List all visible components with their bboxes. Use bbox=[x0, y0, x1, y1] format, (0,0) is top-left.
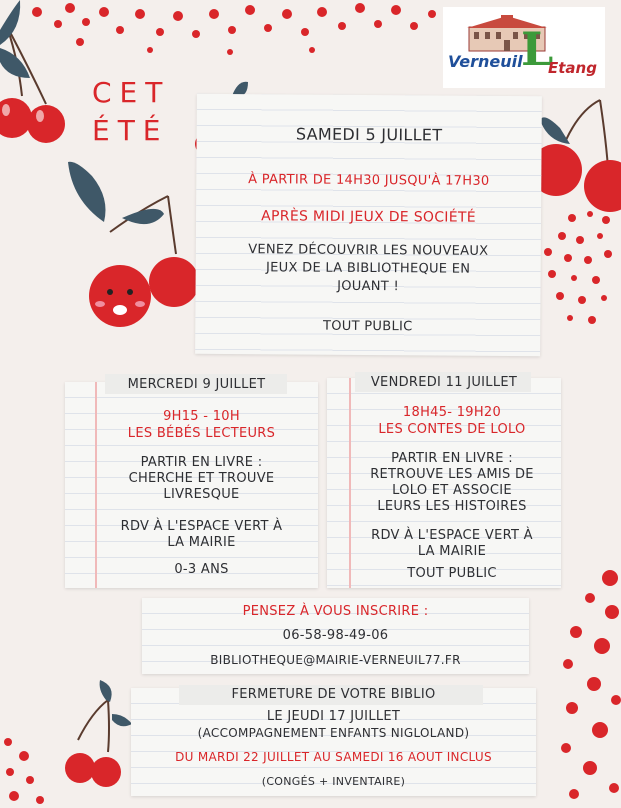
saturday-audience: TOUT PUBLIC bbox=[322, 318, 413, 335]
saturday-event-card bbox=[195, 94, 542, 356]
friday-place-line-1: RDV À L'ESPACE VERT À bbox=[371, 528, 533, 543]
headline-line-2: ÉTÉ bbox=[92, 114, 169, 147]
friday-desc-line-4: LEURS LES HISTOIRES bbox=[377, 499, 527, 514]
logo-word-verneuil: Verneuil bbox=[448, 52, 523, 71]
dots-decoration-bottom-right bbox=[561, 570, 621, 799]
headline-line-1: CET bbox=[92, 76, 171, 109]
friday-title: LES CONTES DE LOLO bbox=[378, 422, 526, 437]
dots-decoration-right bbox=[544, 211, 612, 324]
registration-title: PENSEZ À VOUS INSCRIRE : bbox=[242, 604, 429, 619]
friday-desc-line-3: LOLO ET ASSOCIE bbox=[392, 483, 512, 498]
cherry-icon bbox=[530, 100, 621, 212]
friday-desc-line-1: PARTIR EN LIVRE : bbox=[391, 451, 513, 466]
friday-date: VENDREDI 11 JUILLET bbox=[370, 375, 518, 390]
friday-time: 18H45- 19H20 bbox=[402, 405, 502, 420]
wednesday-title: LES BÉBÉS LECTEURS bbox=[127, 426, 276, 441]
wednesday-place-line-1: RDV À L'ESPACE VERT À bbox=[120, 519, 283, 534]
closure-title: FERMETURE DE VOTRE BIBLIO bbox=[231, 687, 436, 702]
logo-letter-l: L bbox=[521, 22, 554, 76]
friday-event-card bbox=[327, 375, 561, 588]
saturday-time: À PARTIR DE 14H30 JUSQU'À 17H30 bbox=[248, 172, 490, 189]
wednesday-time: 9H15 - 10H bbox=[163, 409, 240, 424]
friday-desc-line-2: RETROUVE LES AMIS DE bbox=[370, 467, 534, 482]
saturday-desc-line-1: VENEZ DÉCOUVRIR LES NOUVEAUX bbox=[248, 242, 489, 259]
dots-decoration-top bbox=[32, 3, 436, 55]
wednesday-desc-line-1: PARTIR EN LIVRE : bbox=[140, 455, 263, 470]
friday-place-line-2: LA MAIRIE bbox=[417, 544, 487, 559]
friday-audience: TOUT PUBLIC bbox=[407, 566, 497, 581]
registration-email: BIBLIOTHEQUE@MAIRIE-VERNEUIL77.FR bbox=[210, 653, 461, 667]
wednesday-place-line-2: LA MAIRIE bbox=[167, 535, 236, 550]
closure-line-2: (ACCOMPAGNEMENT ENFANTS NIGLOLAND) bbox=[197, 726, 470, 740]
logo-word-etang: Etang bbox=[548, 59, 597, 77]
saturday-desc-line-2: JEUX DE LA BIBLIOTHEQUE EN bbox=[266, 260, 471, 277]
wednesday-audience: 0-3 ANS bbox=[174, 562, 229, 577]
wednesday-date: MERCREDI 9 JUILLET bbox=[127, 377, 266, 392]
saturday-date: SAMEDI 5 JUILLET bbox=[295, 124, 443, 145]
registration-phone: 06-58-98-49-06 bbox=[282, 628, 389, 643]
saturday-title: APRÈS MIDI JEUX DE SOCIÉTÉ bbox=[261, 208, 476, 226]
registration-card bbox=[142, 598, 529, 674]
saturday-desc-line-3: JOUANT ! bbox=[337, 278, 400, 295]
closure-line-3: DU MARDI 22 JUILLET AU SAMEDI 16 AOUT INCLUS bbox=[175, 750, 492, 764]
cherry-face-icon bbox=[68, 162, 199, 327]
closure-card bbox=[131, 688, 536, 796]
wednesday-event-card bbox=[65, 377, 318, 588]
dots-decoration-bottom-left bbox=[4, 738, 44, 804]
closure-line-4: (CONGÉS + INVENTAIRE) bbox=[261, 775, 406, 788]
cherry-icon bbox=[65, 680, 132, 787]
closure-line-1: LE JEUDI 17 JUILLET bbox=[266, 709, 401, 724]
wednesday-desc-line-3: LIVRESQUE bbox=[163, 487, 240, 502]
wednesday-desc-line-2: CHERCHE ET TROUVE bbox=[128, 471, 275, 486]
logo bbox=[443, 7, 605, 88]
